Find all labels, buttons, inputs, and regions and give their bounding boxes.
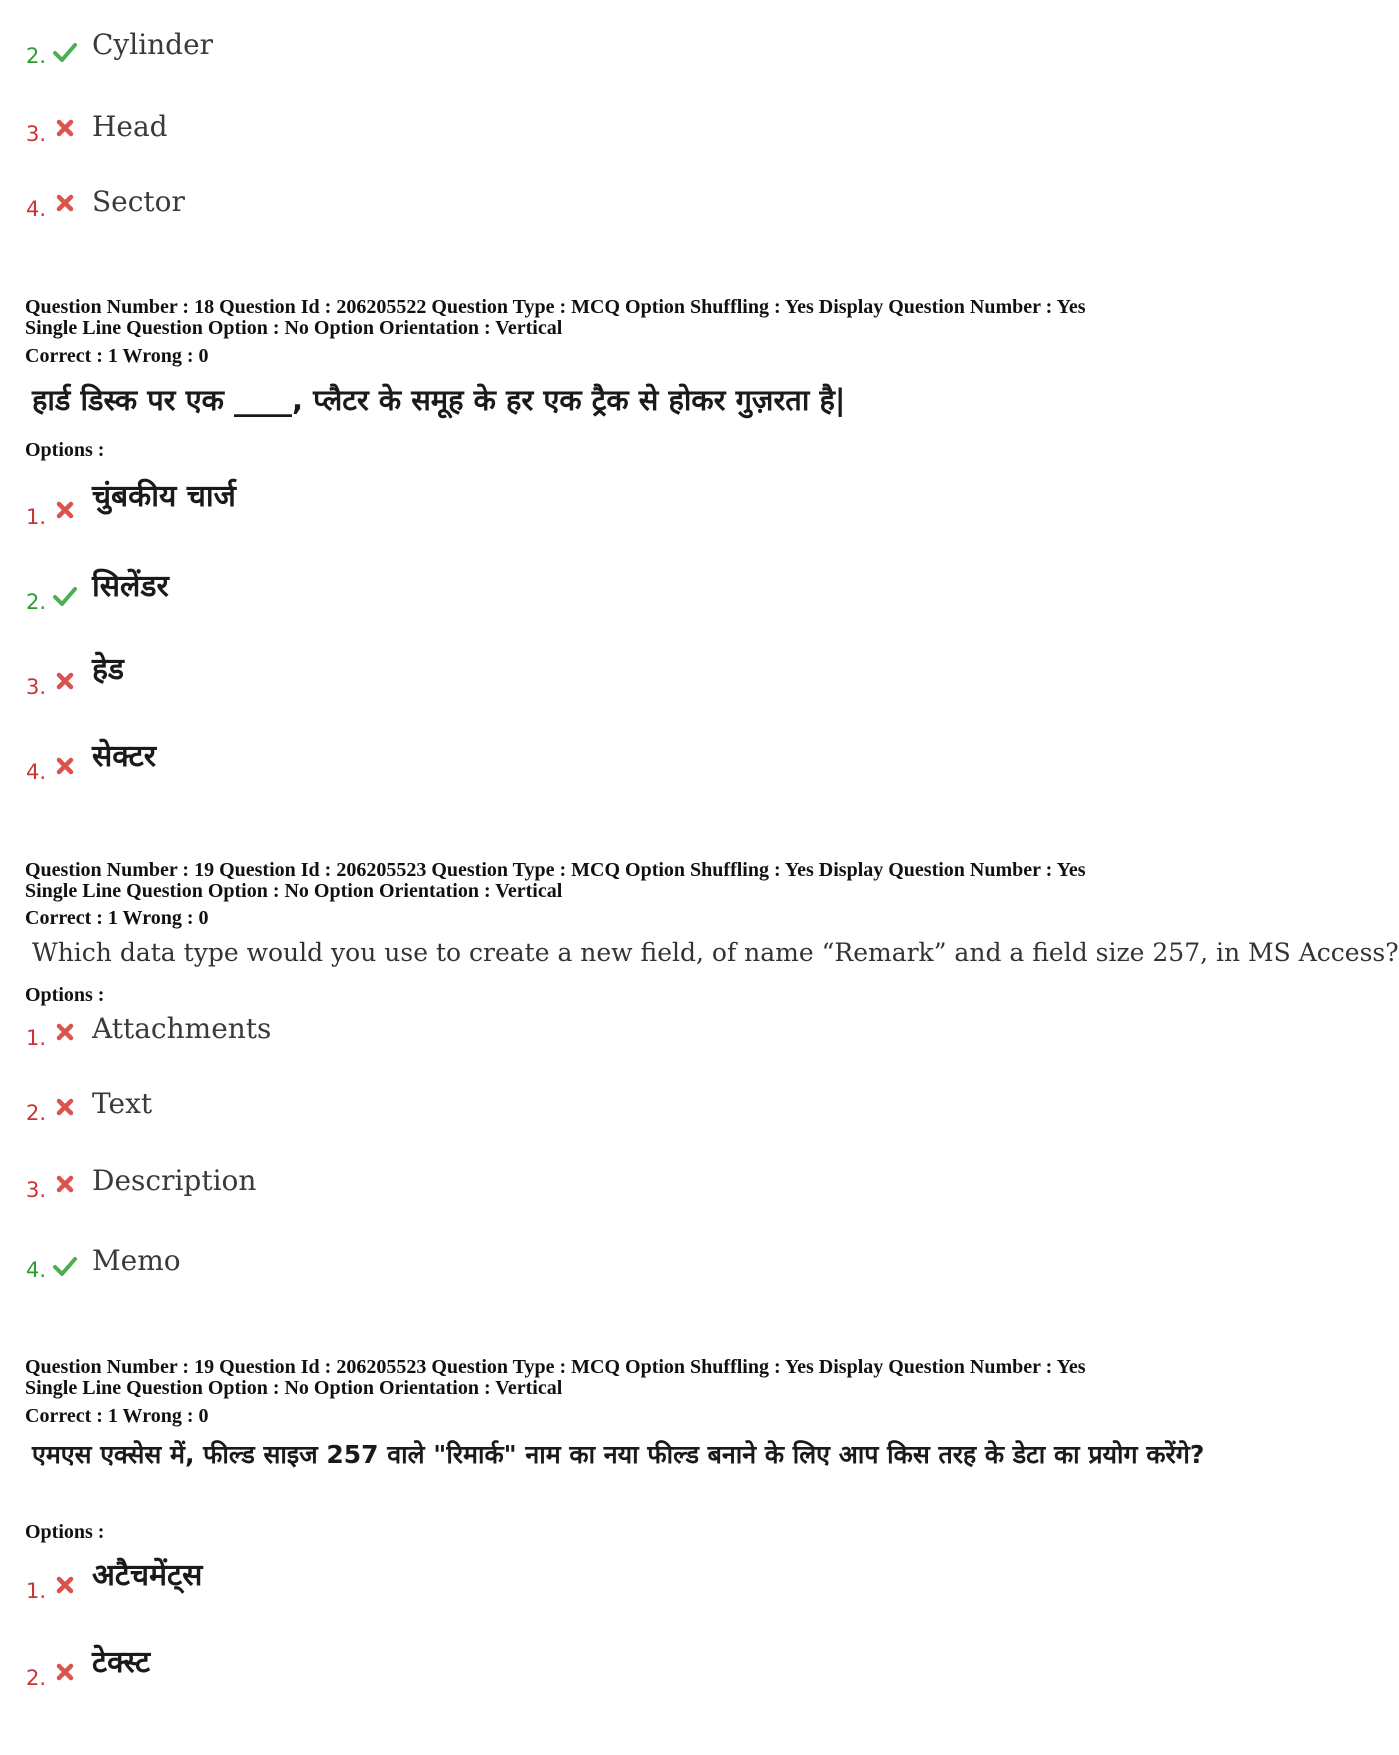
option-text: सिलेंडर bbox=[92, 569, 169, 604]
options-label: Options : bbox=[25, 984, 105, 1006]
option-text: टेक्स्ट bbox=[92, 1645, 151, 1680]
check-icon bbox=[52, 584, 78, 608]
option-number: 1. bbox=[26, 1579, 47, 1603]
check-icon bbox=[52, 1254, 78, 1278]
option-item bbox=[0, 470, 1240, 530]
question-meta-line: Single Line Question Option : No Option Orientation : Vertical bbox=[25, 880, 563, 902]
option-item bbox=[0, 28, 1240, 88]
question-meta-line: Single Line Question Option : No Option Orientation : Vertical bbox=[25, 1377, 563, 1399]
option-text: अटैचमेंट्स bbox=[92, 1558, 203, 1593]
question-meta-line: Question Number : 19 Question Id : 206205523 Question Type : MCQ Option Shuffling : Yes Display Question Number : Yes bbox=[25, 1356, 1086, 1378]
cross-icon bbox=[52, 669, 78, 693]
question-text: एमएस एक्सेस में, फील्ड साइज 257 वाले "रिमार्क" नाम का नया फील्ड बनाने के लिए आप किस तरह के डेटा का प्रयोग करेंगे? bbox=[32, 1440, 1205, 1469]
option-number: 1. bbox=[26, 1026, 47, 1050]
question-meta-line: Single Line Question Option : No Option Orientation : Vertical bbox=[25, 317, 563, 339]
option-text: सेक्टर bbox=[92, 739, 157, 774]
options-label: Options : bbox=[25, 1521, 105, 1543]
cross-icon bbox=[52, 1573, 78, 1597]
cross-icon bbox=[52, 1095, 78, 1119]
option-item bbox=[0, 1012, 1240, 1072]
option-item bbox=[0, 1087, 1240, 1147]
option-number: 4. bbox=[26, 197, 47, 221]
question-text: हार्ड डिस्क पर एक ____, प्लैटर के समूह के हर एक ट्रैक से होकर गुज़रता है| bbox=[32, 383, 846, 417]
option-item bbox=[0, 560, 1240, 620]
cross-icon bbox=[52, 191, 78, 215]
option-number: 4. bbox=[26, 1258, 47, 1282]
option-number: 3. bbox=[26, 675, 47, 699]
option-number: 3. bbox=[26, 122, 47, 146]
option-item bbox=[0, 1164, 1240, 1224]
option-number: 4. bbox=[26, 760, 47, 784]
cross-icon bbox=[52, 1020, 78, 1044]
option-text: Head bbox=[92, 110, 168, 143]
cross-icon bbox=[52, 1172, 78, 1196]
option-item bbox=[0, 730, 1240, 790]
correct-wrong-marks: Correct : 1 Wrong : 0 bbox=[25, 345, 209, 367]
correct-wrong-marks: Correct : 1 Wrong : 0 bbox=[25, 1405, 209, 1427]
question-meta-line: Question Number : 18 Question Id : 206205522 Question Type : MCQ Option Shuffling : Yes Display Question Number : Yes bbox=[25, 296, 1086, 318]
question-meta bbox=[25, 297, 1225, 339]
cross-icon bbox=[52, 498, 78, 522]
question-meta bbox=[25, 1357, 1225, 1399]
options-label: Options : bbox=[25, 439, 105, 461]
option-number: 2. bbox=[26, 1666, 47, 1690]
option-text: Sector bbox=[92, 185, 185, 218]
option-item bbox=[0, 1244, 1240, 1304]
option-text: Attachments bbox=[92, 1012, 272, 1045]
option-text: Cylinder bbox=[92, 28, 214, 61]
correct-wrong-marks: Correct : 1 Wrong : 0 bbox=[25, 907, 209, 929]
option-number: 2. bbox=[26, 590, 47, 614]
question-text: Which data type would you use to create a new field, of name “Remark” and a field size 257, in MS Access? bbox=[32, 938, 1399, 967]
cross-icon bbox=[52, 754, 78, 778]
option-item bbox=[0, 185, 1240, 245]
option-number: 3. bbox=[26, 1178, 47, 1202]
question-meta-line: Question Number : 19 Question Id : 206205523 Question Type : MCQ Option Shuffling : Yes Display Question Number : Yes bbox=[25, 859, 1086, 881]
option-item bbox=[0, 1553, 1240, 1613]
option-text: हेड bbox=[92, 652, 124, 687]
option-item bbox=[0, 645, 1240, 705]
option-text: चुंबकीय चार्ज bbox=[92, 479, 236, 514]
option-number: 1. bbox=[26, 505, 47, 529]
check-icon bbox=[52, 40, 78, 64]
option-text: Description bbox=[92, 1164, 257, 1197]
question-meta bbox=[25, 860, 1225, 902]
option-item bbox=[0, 110, 1240, 170]
option-number: 2. bbox=[26, 1101, 47, 1125]
option-number: 2. bbox=[26, 44, 47, 68]
option-text: Text bbox=[92, 1087, 153, 1120]
cross-icon bbox=[52, 1660, 78, 1684]
option-text: Memo bbox=[92, 1244, 181, 1277]
cross-icon bbox=[52, 116, 78, 140]
option-item bbox=[0, 1640, 1240, 1700]
